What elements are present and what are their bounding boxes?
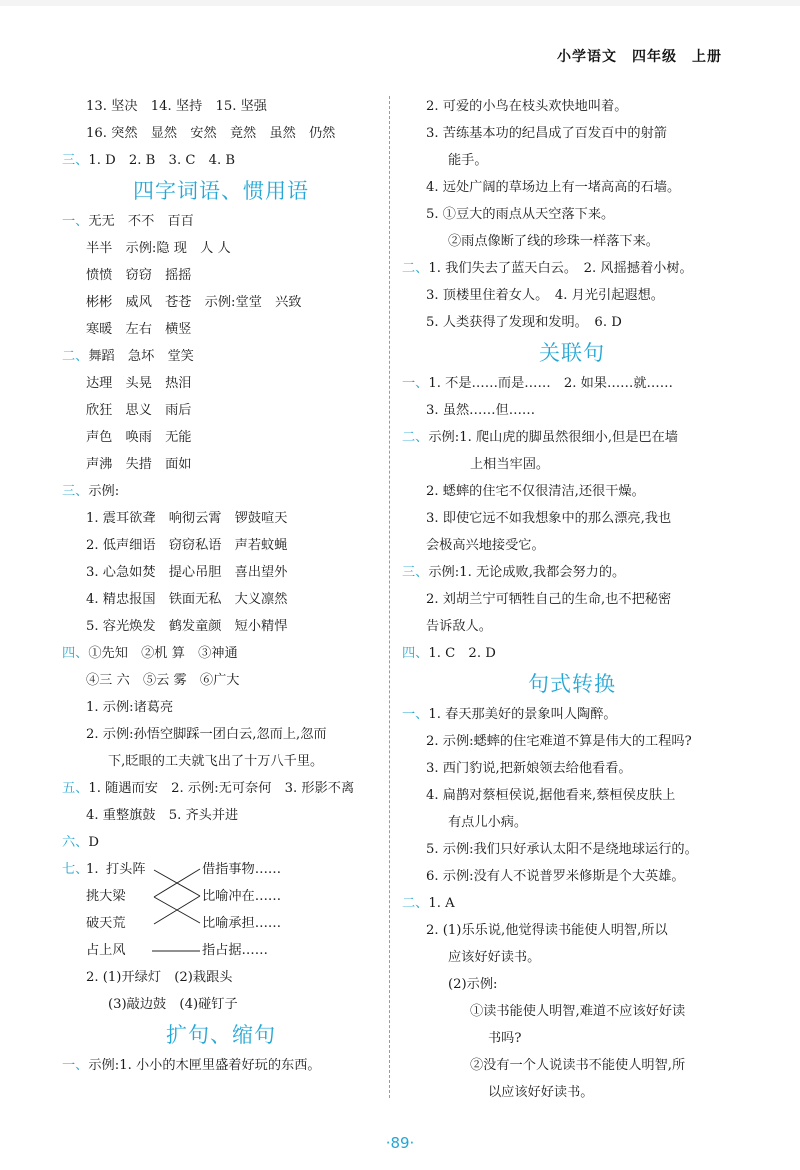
- section-mark: 七、: [62, 862, 89, 877]
- answer-line: [402, 424, 742, 451]
- answer-text: 1. C 2. D: [428, 646, 496, 661]
- answer-line: 5. 示例:我们只好承认太阳不是绕地球运行的。: [426, 842, 698, 857]
- answer-line: 3. 西门豹说,把新娘领去给他看看。: [426, 761, 632, 776]
- answer-line: 寒暖 左右 横竖: [86, 322, 192, 337]
- section-mark: 二、: [62, 349, 89, 364]
- answer-text: 舞蹈 急坏 堂笑: [88, 349, 194, 364]
- answer-line: 下,眨眼的工夫就飞出了十万八千里。: [108, 754, 324, 769]
- answer-line: 13. 坚决 14. 坚持 15. 坚强: [86, 99, 267, 114]
- answer-line: 5. 容光焕发 鹤发童颜 短小精悍: [86, 619, 288, 634]
- header-subject: 小学语文: [557, 49, 617, 65]
- answer-line: 3. 即使它远不如我想象中的那么漂亮,我也: [426, 511, 672, 526]
- answer-line: [62, 775, 380, 802]
- answer-line: [62, 208, 380, 235]
- answer-line: 2. 低声细语 窃窃私语 声若蚊蝇: [86, 538, 288, 553]
- column-divider: [389, 96, 390, 1098]
- match-left-item: 挑大梁: [86, 889, 126, 904]
- answer-line: [62, 829, 380, 856]
- header-grade: 四年级: [632, 49, 677, 65]
- answer-line: [62, 343, 380, 370]
- answer-line: 达理 头晃 热泪: [86, 376, 192, 391]
- answer-line: 2. 可爱的小鸟在枝头欢快地叫着。: [426, 99, 628, 114]
- answer-line: 2. 示例:孙悟空脚踩一团白云,忽而上,忽而: [86, 727, 327, 742]
- answer-line: [402, 255, 742, 282]
- match-right-item: 比喻承担……: [202, 916, 282, 931]
- answer-line: 欣狂 思义 雨后: [86, 403, 192, 418]
- answer-text: D: [88, 835, 99, 850]
- top-strip: [0, 0, 800, 6]
- answer-line: 4. 重整旗鼓 5. 齐头并进: [86, 808, 239, 823]
- section-mark: 二、: [402, 430, 429, 445]
- answer-text: 无无 不不 百百: [88, 214, 194, 229]
- answer-line: 2. 示例:蟋蟀的住宅难道不算是伟大的工程吗?: [426, 734, 692, 749]
- matching-exercise: [62, 856, 362, 964]
- answer-line: [402, 370, 742, 397]
- match-line: [154, 869, 200, 897]
- answer-line: 1. 震耳欲聋 响彻云霄 锣鼓喧天: [86, 511, 288, 526]
- answer-line: 会极高兴地接受它。: [426, 538, 545, 553]
- answer-text: 1. 我们失去了蓝天白云。 2. 风摇撼着小树。: [428, 261, 693, 276]
- answer-line: [402, 701, 742, 728]
- left-column: [62, 93, 380, 1079]
- answer-line: (2)示例:: [448, 977, 498, 992]
- answer-line: [402, 890, 742, 917]
- section-mark: 五、: [62, 781, 89, 796]
- answer-line: ②雨点像断了线的珍珠一样落下来。: [448, 234, 659, 249]
- answer-line: 声色 唤雨 无能: [86, 430, 192, 445]
- answer-line: 愤愤 窃窃 摇摇: [86, 268, 192, 283]
- answer-line: ④三 六 ⑤云 雾 ⑥广大: [86, 673, 240, 688]
- answer-line: 声沸 失措 面如: [86, 457, 192, 472]
- section-mark: 二、: [402, 261, 429, 276]
- section-mark: 四、: [62, 646, 89, 661]
- page-number: ·89·: [385, 1134, 415, 1152]
- match-right-item: 指占据……: [202, 943, 268, 958]
- answer-line: 3. 心急如焚 提心吊胆 喜出望外: [86, 565, 288, 580]
- answer-line: 2. 蟋蟀的住宅不仅很清洁,还很干燥。: [426, 484, 645, 499]
- answer-line: 3. 虽然……但……: [426, 403, 536, 418]
- answer-line: 5. 人类获得了发现和发明。 6. D: [426, 315, 622, 330]
- match-right-item: 比喻冲在……: [202, 889, 282, 904]
- answer-line: 4. 扁鹊对蔡桓侯说,据他看来,蔡桓侯皮肤上: [426, 788, 676, 803]
- match-left-item: 破天荒: [86, 916, 126, 931]
- answer-line: 告诉敌人。: [426, 619, 492, 634]
- answer-line: 2. (1)开绿灯 (2)栽跟头: [86, 970, 233, 985]
- answer-line: 有点儿小病。: [448, 815, 528, 830]
- answer-line: 6. 示例:没有人不说普罗米修斯是个大英雄。: [426, 869, 685, 884]
- answer-line: 半半 示例:隐 现 人 人: [86, 241, 231, 256]
- section-mark: 一、: [402, 707, 429, 722]
- answer-text: 示例:1. 小小的木匣里盛着好玩的东西。: [88, 1058, 321, 1073]
- page-header: [557, 46, 722, 66]
- matching-number: 1.: [86, 862, 99, 877]
- right-column: [402, 93, 742, 1106]
- answer-text: 示例:1. 爬山虎的脚虽然很细小,但是巴在墙: [428, 430, 678, 445]
- answer-text: 1. 春天那美好的景象叫人陶醉。: [428, 707, 617, 722]
- matching-lines: [62, 856, 362, 964]
- answer-text: 示例:: [88, 484, 120, 499]
- section-mark: 三、: [62, 484, 89, 499]
- section-mark: 二、: [402, 896, 429, 911]
- answer-line: 3. 顶楼里住着女人。 4. 月光引起遐想。: [426, 288, 664, 303]
- section-mark: 六、: [62, 835, 89, 850]
- answer-line: 彬彬 威风 苍苍 示例:堂堂 兴致: [86, 295, 302, 310]
- match-line: [154, 897, 200, 923]
- answer-line: [402, 559, 742, 586]
- section-mark: 三、: [402, 565, 429, 580]
- header-volume: 上册: [692, 49, 722, 65]
- match-left-item: 打头阵: [106, 862, 146, 877]
- match-left-item: 占上风: [86, 943, 126, 958]
- section-mark: 一、: [62, 214, 89, 229]
- answer-text: 1. D 2. B 3. C 4. B: [88, 153, 236, 168]
- section-title-sentence-transform: 句式转换: [528, 672, 616, 696]
- section-mark: 一、: [402, 376, 429, 391]
- section-title-expand: 扩句、缩句: [166, 1023, 276, 1047]
- answer-text: 示例:1. 无论成败,我都会努力的。: [428, 565, 626, 580]
- answer-text: 1. 不是……而是…… 2. 如果……就……: [428, 376, 673, 391]
- answer-line: 能手。: [448, 153, 488, 168]
- section-title-idioms: 四字词语、惯用语: [133, 179, 309, 203]
- section-title-conjunctions: 关联句: [539, 341, 605, 365]
- answer-line: 3. 苦练基本功的纪昌成了百发百中的射箭: [426, 126, 667, 141]
- answer-line: [62, 640, 380, 667]
- answer-text: 1. 随遇而安 2. 示例:无可奈何 3. 形影不离: [88, 781, 355, 796]
- answer-line: 4. 精忠报国 铁面无私 大义凛然: [86, 592, 288, 607]
- match-right-item: 借指事物……: [202, 862, 282, 877]
- answer-line: 1. 示例:诸葛亮: [86, 700, 174, 715]
- answer-text: ①先知 ②机 算 ③神通: [88, 646, 238, 661]
- section-mark: 一、: [62, 1058, 89, 1073]
- answer-line: [402, 640, 742, 667]
- answer-line: (3)敲边鼓 (4)碰钉子: [108, 997, 238, 1012]
- answer-line: 上相当牢固。: [470, 457, 550, 472]
- answer-line: 2. 刘胡兰宁可牺牲自己的生命,也不把秘密: [426, 592, 672, 607]
- answer-text: 1. A: [428, 896, 455, 911]
- answer-line: 2. (1)乐乐说,他觉得读书能使人明智,所以: [426, 923, 668, 938]
- section-mark: 四、: [402, 646, 429, 661]
- answer-line: 4. 远处广阔的草场边上有一堵高高的石墙。: [426, 180, 681, 195]
- answer-line: ①读书能使人明智,难道不应该好好读: [470, 1004, 686, 1019]
- answer-line: 16. 突然 显然 安然 竟然 虽然 仍然: [86, 126, 336, 141]
- answer-line: [62, 478, 380, 505]
- answer-line: 应该好好读书。: [448, 950, 541, 965]
- answer-line: ②没有一个人说读书不能使人明智,所: [470, 1058, 686, 1073]
- answer-line: 以应该好好读书。: [488, 1085, 594, 1100]
- answer-line: 5. ①豆大的雨点从天空落下来。: [426, 207, 615, 222]
- answer-line: [62, 1052, 380, 1079]
- answer-line: 书吗?: [488, 1031, 522, 1046]
- section-mark: 三、: [62, 153, 89, 168]
- answer-line: [62, 147, 380, 174]
